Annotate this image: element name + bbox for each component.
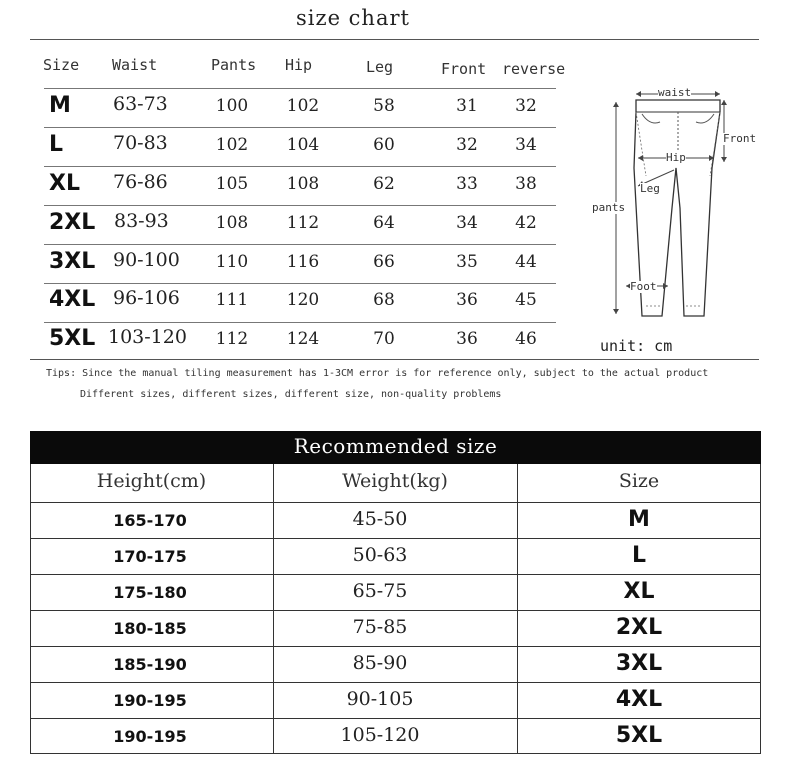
header-reverse: reverse [502, 60, 566, 78]
row-divider [30, 502, 761, 503]
tips-note-secondary: Different sizes, different sizes, different size, non-quality problems [80, 389, 502, 400]
row-divider [30, 574, 761, 575]
size-cell: 4XL [49, 287, 96, 312]
header-hip: Hip [285, 56, 313, 74]
size-cell: 3XL [615, 651, 663, 676]
weight-cell: 75-85 [352, 616, 408, 638]
waist-cell: 63-73 [113, 93, 168, 115]
reverse-cell: 46 [515, 329, 537, 349]
hip-cell: 120 [286, 290, 320, 310]
weight-cell: 45-50 [352, 508, 408, 530]
reverse-cell: 38 [515, 174, 537, 194]
header-pants: Pants [211, 56, 257, 74]
reverse-cell: 34 [515, 135, 537, 155]
front-cell: 32 [456, 135, 478, 155]
hip-cell: 108 [286, 174, 320, 194]
front-cell: 31 [456, 96, 478, 116]
row-divider [44, 88, 556, 89]
row-divider [44, 166, 556, 167]
waist-cell: 83-93 [114, 210, 169, 232]
hip-cell: 116 [286, 252, 320, 272]
hip-cell: 104 [286, 135, 320, 155]
size-cell: L [631, 543, 647, 568]
leg-cell: 58 [373, 96, 395, 116]
size-cell: XL [49, 171, 80, 196]
front-cell: 34 [456, 213, 478, 233]
row-divider [44, 205, 556, 206]
tips-note: Tips: Since the manual tiling measurement has 1-3CM error is for reference only, subject to the actual product [46, 368, 709, 379]
page-title: size chart [296, 6, 410, 30]
height-cell: 170-175 [113, 547, 187, 566]
size-cell: M [49, 93, 71, 118]
reverse-cell: 42 [515, 213, 537, 233]
hip-cell: 112 [286, 213, 320, 233]
row-divider [30, 718, 761, 719]
size-cell: XL [623, 579, 655, 604]
size-cell: 5XL [615, 723, 663, 748]
header-waist: Waist [112, 56, 158, 74]
height-cell: 190-195 [113, 691, 187, 710]
front-cell: 36 [456, 290, 478, 310]
front-cell: 33 [456, 174, 478, 194]
weight-cell: 85-90 [352, 652, 408, 674]
header-size: Size [618, 470, 660, 492]
leg-cell: 70 [373, 329, 395, 349]
row-divider [30, 538, 761, 539]
size-cell: 5XL [49, 326, 96, 351]
waist-cell: 96-106 [113, 287, 180, 309]
hip-cell: 102 [286, 96, 320, 116]
diagram-label-leg: Leg [640, 182, 660, 195]
weight-cell: 105-120 [340, 724, 420, 746]
pants-cell: 102 [215, 135, 249, 155]
size-cell: 4XL [615, 687, 663, 712]
row-divider [30, 682, 761, 683]
waist-cell: 76-86 [113, 171, 168, 193]
header-front: Front [441, 60, 487, 78]
leg-cell: 64 [373, 213, 395, 233]
row-divider [30, 646, 761, 647]
leg-cell: 60 [373, 135, 395, 155]
reverse-cell: 45 [515, 290, 537, 310]
waist-cell: 70-83 [113, 132, 168, 154]
hip-cell: 124 [286, 329, 320, 349]
height-cell: 175-180 [113, 583, 187, 602]
header-weight: Weight(kg) [342, 470, 448, 492]
reverse-cell: 44 [515, 252, 537, 272]
row-divider [30, 610, 761, 611]
pants-cell: 100 [215, 96, 249, 116]
size-cell: M [628, 507, 650, 532]
leg-cell: 62 [373, 174, 395, 194]
waist-cell: 90-100 [113, 249, 180, 271]
size-cell: L [49, 132, 64, 157]
pants-cell: 108 [215, 213, 249, 233]
leg-cell: 66 [373, 252, 395, 272]
front-cell: 36 [456, 329, 478, 349]
header-size: Size [43, 56, 80, 74]
pants-cell: 105 [215, 174, 249, 194]
height-cell: 165-170 [113, 511, 187, 530]
leg-cell: 68 [373, 290, 395, 310]
title-divider [30, 39, 759, 40]
diagram-label-front: Front [723, 132, 757, 145]
weight-cell: 50-63 [352, 544, 408, 566]
row-divider [44, 283, 556, 284]
waist-cell: 103-120 [108, 326, 187, 348]
pants-cell: 111 [215, 290, 249, 310]
height-cell: 180-185 [113, 619, 187, 638]
diagram-label-hip: Hip [666, 151, 686, 164]
size-cell: 2XL [615, 615, 663, 640]
size-cell: 2XL [49, 210, 96, 235]
weight-cell: 65-75 [352, 580, 408, 602]
diagram-label-pants: pants [592, 201, 626, 214]
recommended-size-title: Recommended size [30, 431, 761, 464]
header-leg: Leg [366, 58, 394, 76]
pants-measurement-icon [586, 80, 764, 330]
row-divider [44, 127, 556, 128]
weight-cell: 90-105 [346, 688, 414, 710]
diagram-label-foot: Foot [630, 280, 657, 293]
row-divider [44, 244, 556, 245]
size-cell: 3XL [49, 249, 96, 274]
row-divider [44, 322, 556, 323]
diagram-label-waist: waist [658, 86, 692, 99]
reverse-cell: 32 [515, 96, 537, 116]
front-cell: 35 [456, 252, 478, 272]
header-height: Height(cm) [96, 470, 207, 492]
pants-cell: 112 [215, 329, 249, 349]
height-cell: 190-195 [113, 727, 187, 746]
chart-bottom-divider [30, 359, 759, 360]
height-cell: 185-190 [113, 655, 187, 674]
pants-cell: 110 [215, 252, 249, 272]
unit-label: unit: cm [600, 337, 673, 355]
